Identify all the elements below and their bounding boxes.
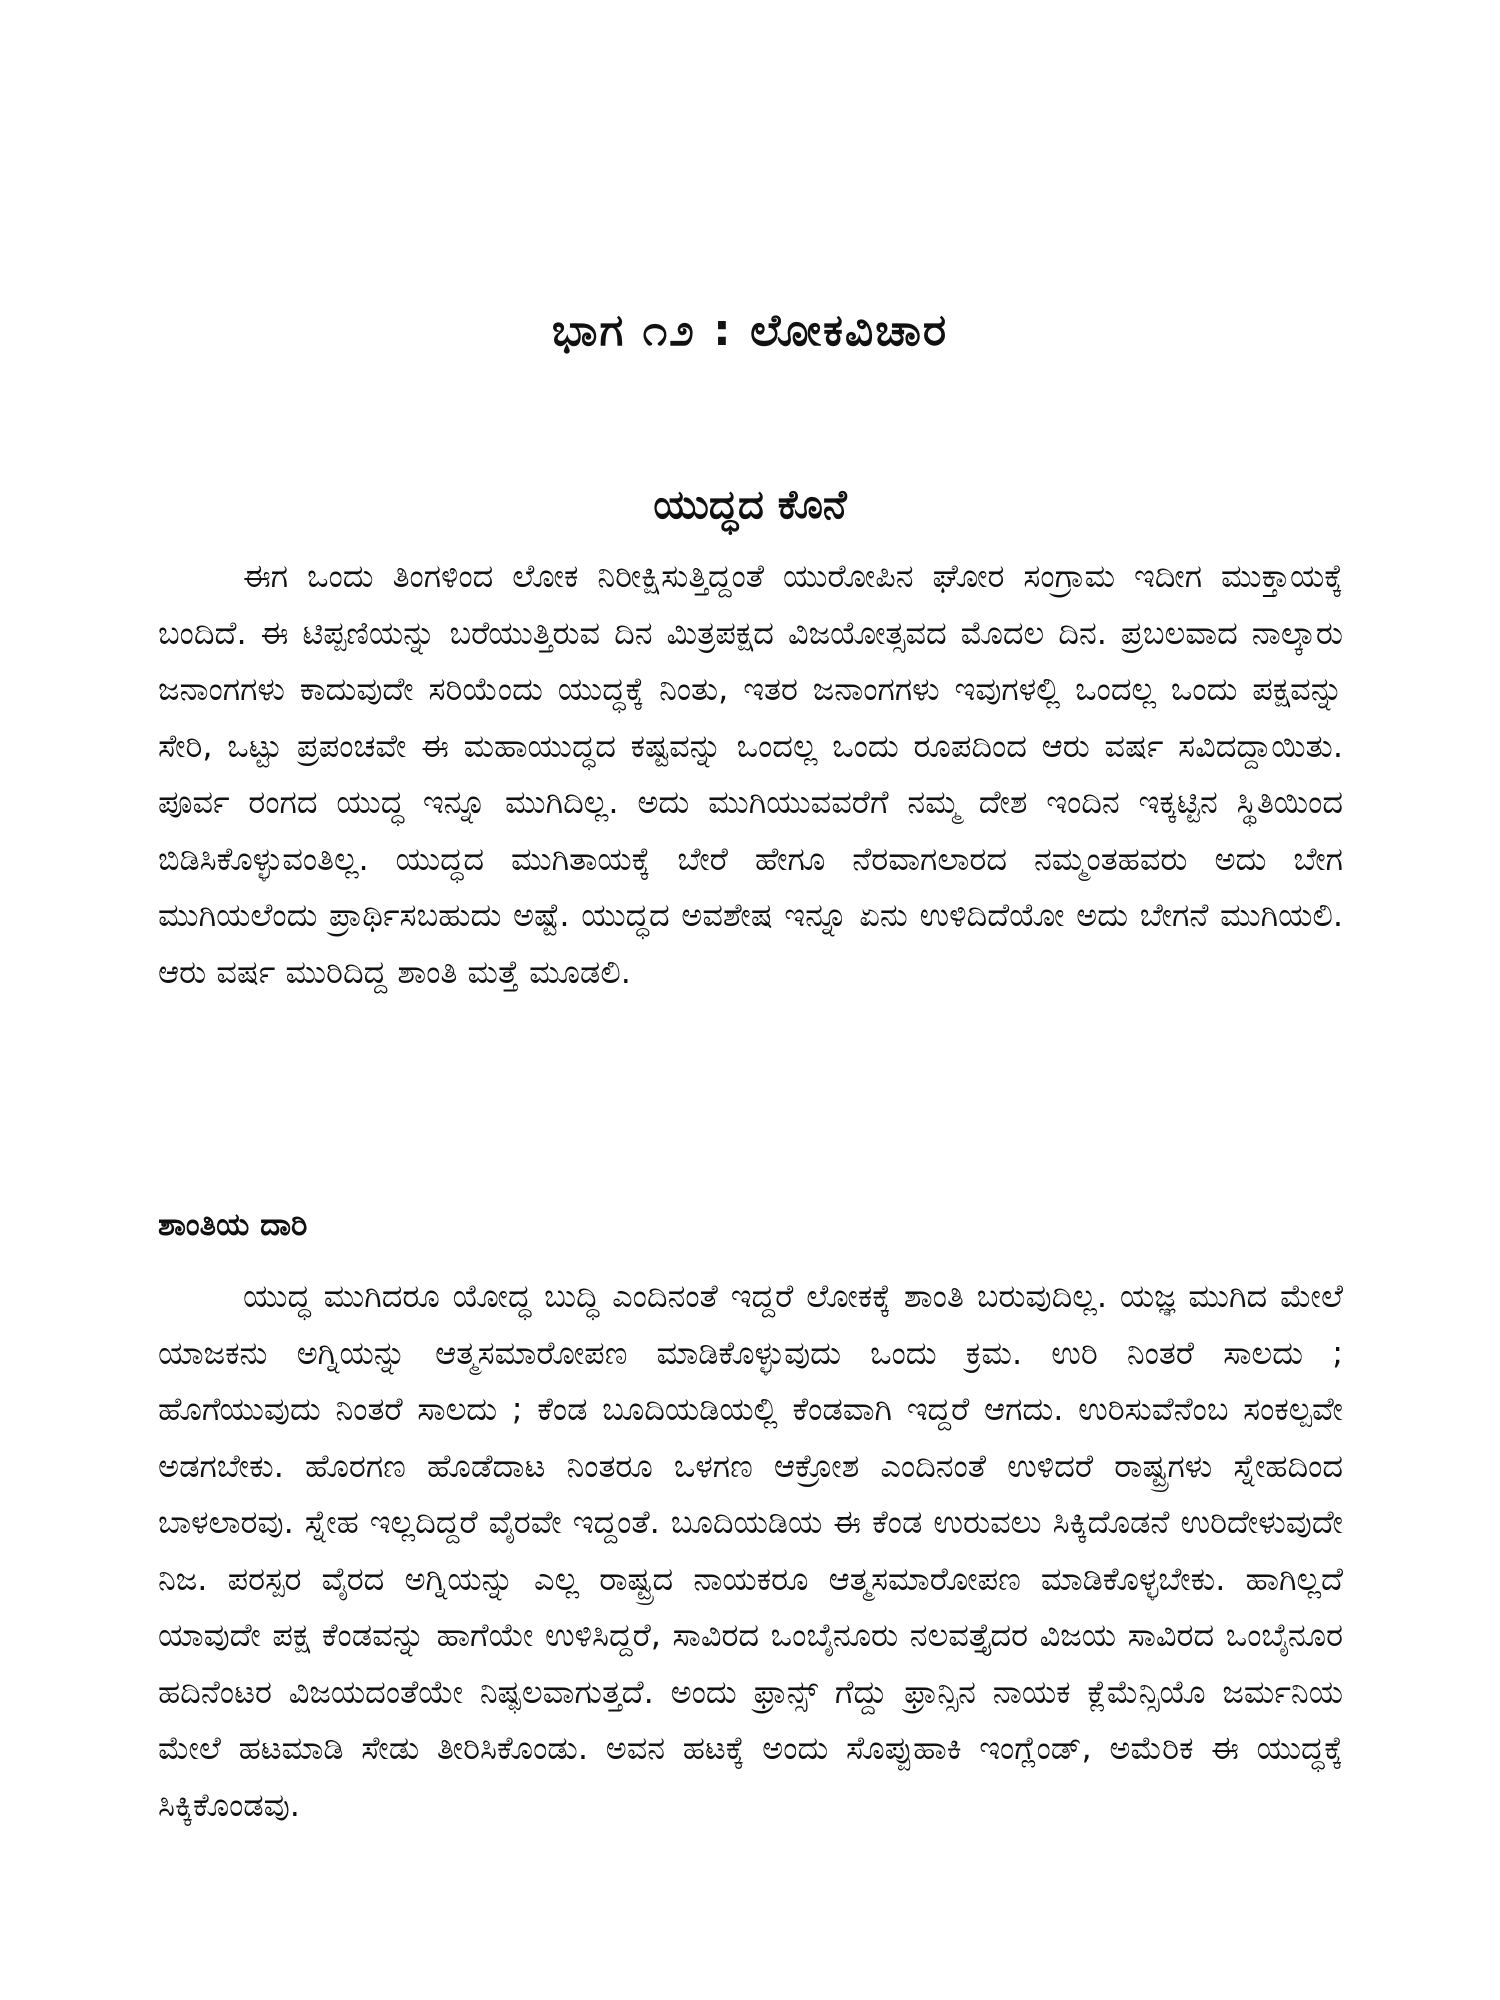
paragraph-1: ಈಗ ಒಂದು ತಿಂಗಳಿಂದ ಲೋಕ ನಿರೀಕ್ಷಿಸುತ್ತಿದ್ದಂತೆ ಯುರೋಪಿನ ಘೋರ ಸಂಗ್ರಾಮ ಇದೀಗ ಮುಕ್ತಾಯಕ್ಕೆ ಬಂದಿದೆ. ಈ ಟಿಪ್ಪಣಿಯನ್ನು ಬರೆಯುತ್ತಿರುವ ದಿನ ಮಿತ್ರಪಕ್ಷದ ವಿಜಯೋತ್ಸವದ ಮೊದಲ ದಿನ. ಪ್ರಬಲವಾದ ನಾಲ್ಕಾರು ಜನಾಂಗಗಳು ಕಾದುವುದೇ ಸರಿಯೆಂದು ಯುದ್ಧಕ್ಕೆ ನಿಂತು, ಇತರ ಜನಾಂಗಗಳು ಇವುಗಳಲ್ಲಿ ಒಂದಲ್ಲ ಒಂದು ಪಕ್ಷವನ್ನು ಸೇರಿ, ಒಟ್ಟು ಪ್ರಪಂಚವೇ ಈ ಮಹಾಯುದ್ಧದ ಕಷ್ಟವನ್ನು ಒಂದಲ್ಲ ಒಂದು ರೂಪದಿಂದ ಆರು ವರ್ಷ ಸವಿದದ್ದಾಯಿತು. ಪೂರ್ವ ರಂಗದ ಯುದ್ಧ ಇನ್ನೂ ಮುಗಿದಿಲ್ಲ. ಅದು ಮುಗಿಯುವವರೆಗೆ ನಮ್ಮ ದೇಶ ಇಂದಿನ ಇಕ್ಕಟ್ಟಿನ ಸ್ಥಿತಿಯಿಂದ ಬಿಡಿಸಿಕೊಳ್ಳುವಂತಿಲ್ಲ. ಯುದ್ಧದ ಮುಗಿತಾಯಕ್ಕೆ ಬೇರೆ ಹೇಗೂ ನೆರವಾಗಲಾರದ ನಮ್ಮಂತಹವರು ಅದು ಬೇಗ ಮುಗಿಯಲೆಂದು ಪ್ರಾರ್ಥಿಸಬಹುದು ಅಷ್ಟೆ. ಯುದ್ಧದ ಅವಶೇಷ ಇನ್ನೂ ಏನು ಉಳಿದಿದೆಯೋ ಅದು ಬೇಗನೆ ಮುಗಿಯಲಿ. ಆರು ವರ್ಷ ಮುರಿದಿದ್ದ ಶಾಂತಿ ಮತ್ತೆ ಮೂಡಲಿ. xyxy=(158,557,1343,991)
part-title: ಭಾಗ ೧೨ : ಲೋಕವಿಚಾರ xyxy=(551,305,949,356)
sub-heading: ಶಾಂತಿಯ ದಾರಿ xyxy=(158,1207,308,1243)
paragraph-2: ಯುದ್ಧ ಮುಗಿದರೂ ಯೋದ್ಧ ಬುದ್ಧಿ ಎಂದಿನಂತೆ ಇದ್ದರೆ ಲೋಕಕ್ಕೆ ಶಾಂತಿ ಬರುವುದಿಲ್ಲ. ಯಜ್ಞ ಮುಗಿದ ಮೇಲೆ ಯಾಜಕನು ಅಗ್ನಿಯನ್ನು ಆತ್ಮಸಮಾರೋಪಣ ಮಾಡಿಕೊಳ್ಳುವುದು ಒಂದು ಕ್ರಮ. ಉರಿ ನಿಂತರೆ ಸಾಲದು ; ಹೊಗೆಯುವುದು ನಿಂತರೆ ಸಾಲದು ; ಕೆಂಡ ಬೂದಿಯಡಿಯಲ್ಲಿ ಕೆಂಡವಾಗಿ ಇದ್ದರೆ ಆಗದು. ಉರಿಸುವೆನೆಂಬ ಸಂಕಲ್ಪವೇ ಅಡಗಬೇಕು. ಹೊರಗಣ ಹೊಡೆದಾಟ ನಿಂತರೂ ಒಳಗಣ ಆಕ್ರೋಶ ಎಂದಿನಂತೆ ಉಳಿದರೆ ರಾಷ್ಟ್ರಗಳು ಸ್ನೇಹದಿಂದ ಬಾಳಲಾರವು. ಸ್ನೇಹ ಇಲ್ಲದಿದ್ದರೆ ವೈರವೇ ಇದ್ದಂತೆ. ಬೂದಿಯಡಿಯ ಈ ಕೆಂಡ ಉರುವಲು ಸಿಕ್ಕಿದೊಡನೆ ಉರಿದೇಳುವುದೇ ನಿಜ. ಪರಸ್ಪರ ವೈರದ ಅಗ್ನಿಯನ್ನು ಎಲ್ಲ ರಾಷ್ಟ್ರದ ನಾಯಕರೂ ಆತ್ಮಸಮಾರೋಪಣ ಮಾಡಿಕೊಳ್ಳಬೇಕು. ಹಾಗಿಲ್ಲದೆ ಯಾವುದೇ ಪಕ್ಷ ಕೆಂಡವನ್ನು ಹಾಗೆಯೇ ಉಳಿಸಿದ್ದರೆ, ಸಾವಿರದ ಒಂಬೈನೂರು ನಲವತ್ತೈದರ ವಿಜಯ ಸಾವಿರದ ಒಂಬೈನೂರ ಹದಿನೆಂಟರ ವಿಜಯದಂತೆಯೇ ನಿಷ್ಫಲವಾಗುತ್ತದೆ. ಅಂದು ಫ್ರಾನ್ಸ್ ಗೆದ್ದು ಫ್ರಾನ್ಸಿನ ನಾಯಕ ಕ್ಲೆಮೆನ್ಸಿಯೊ ಜರ್ಮನಿಯ ಮೇಲೆ ಹಟಮಾಡಿ ಸೇಡು ತೀರಿಸಿಕೊಂಡು. ಅವನ ಹಟಕ್ಕೆ ಅಂದು ಸೊಪ್ಪುಹಾಕಿ ಇಂಗ್ಲೆಂಡ್, ಅಮೆರಿಕ ಈ ಯುದ್ಧಕ್ಕೆ ಸಿಕ್ಕಿಕೊಂಡವು. xyxy=(158,1277,1343,1824)
section-title: ಯುದ್ಧದ ಕೊನೆ xyxy=(653,482,847,528)
